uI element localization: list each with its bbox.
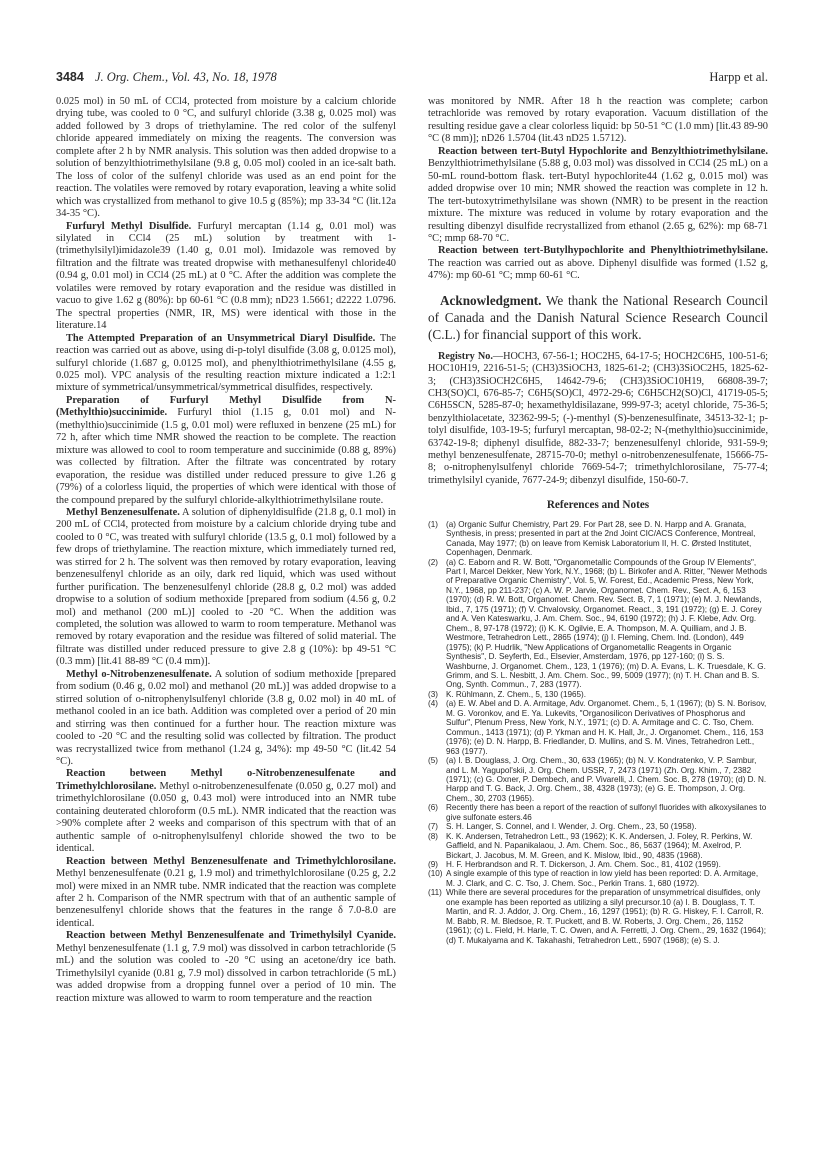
paragraph-text: Methyl benzenesulfenate (0.21 g, 1.9 mol) and trimethylchlorosilane (0.25 g, 2.2 mol) were mixed in an NMR tube. NMR indicated that the reaction was complete after 2 h. Comparison of the NMR spectrum with that of an authentic sample of benzenesulfenyl chloride shows that the features in the range δ 7.0-8.0 are identical. bbox=[56, 868, 396, 929]
reference-text: Recently there has been a report of the reaction of sulfonyl fluorides with alkoxysilanes to give sulfonate esters.46 bbox=[446, 803, 767, 822]
reference-item bbox=[428, 756, 768, 803]
paragraph bbox=[56, 96, 396, 221]
paragraph-text: A solution of sodium methoxide [prepared from sodium (0.46 g, 0.02 mol) and methanol (20 mL)] was added dropwise to a stirred solution of o-nitrophenylsulfenyl chloride (3.8 g, 0.02 mol) in 40 mL of methanol cooled in an ice bath. Addition was completed over a period of 20 min and stirring was then continued for a further hour. The reaction mixture was cooled to -20 °C and the resulting solid was collected by filtration. The product was recrystallized twice from methanol (1.24 g, 34%): mp 49-50 °C (lit.42 54 °C). bbox=[56, 668, 396, 768]
section-heading: Reaction between Methyl Benzenesulfenate and Trimethylsilyl Cyanide. bbox=[66, 930, 396, 942]
running-authors: Harpp et al. bbox=[709, 70, 768, 84]
reference-number: (3) bbox=[428, 689, 438, 699]
paragraph bbox=[56, 669, 396, 769]
paragraph-text: Methyl benzenesulfenate (1.1 g, 7.9 mol) was dissolved in carbon tetrachloride (5 mL) and the solution was cooled to -20 °C using an acetone/dry ice bath. Trimethylsilyl cyanide (0.81 g, 7.9 mol) dissolved in carbon tetrachloride (5 mL) was added dropwise from a dropping funnel over a period of 10 min. The reaction mixture was allowed to warm to room temperature and the reaction bbox=[56, 942, 396, 1004]
header-left bbox=[56, 70, 277, 85]
paragraph-text: Benzylthiotrimethylsilane (5.88 g, 0.03 mol) was dissolved in CCl4 (25 mL) on a 50-mL round-bottom flask. tert-Butyl hypochlorite44 (1.62 g, 0.015 mol) was added dropwise over 10 min; NMR showed the reaction was complete in 12 h. The tert-butoxytrimethylsilane was shown (NMR) to be present in the reaction mixture. The mixture was reduced in volume by rotary evaporation and the resulting dibenzyl disulfide recrystallized from ethanol (2.65 g, 62%): mp 68-71 °C; mmp 68-70 °C. bbox=[428, 158, 768, 244]
reference-item bbox=[428, 860, 768, 869]
paragraph bbox=[56, 221, 396, 333]
paragraph-text: was monitored by NMR. After 18 h the reaction was complete; carbon tetrachloride was removed by rotary evaporation. Vacuum distillation of the resulting residue gave a clear colorless liquid: bp 50-51 °C (1.0 mm) [lit.43 89-90 °C (8 mm)]; nD26 1.5704 (lit.43 nD25 1.5712). bbox=[428, 96, 768, 145]
reference-text: S. H. Langer, S. Connel, and I. Wender, J. Org. Chem., 23, 50 (1958). bbox=[446, 822, 697, 832]
section-heading: Reaction between Methyl o-Nitrobenzenesulfenate and Trimethylchlorosilane. bbox=[56, 768, 396, 792]
reference-item bbox=[428, 520, 768, 558]
reference-number: (9) bbox=[428, 860, 438, 870]
registry-heading: Registry No. bbox=[438, 350, 493, 362]
paragraph-text: Methyl o-nitrobenzenesulfenate (0.050 g, 0.27 mol) and trimethylchlorosilane (0.050 g, 0.43 mol) were introduced into an NMR tube containing deuterated chloroform (0.5 mL). NMR indicated that the reaction was >90% complete after 2 weeks and comparison of this spectrum with that of an authentic sample of o-nitrophenylsulfenyl chloride showed the two to be identical. bbox=[56, 780, 396, 855]
reference-number: (2) bbox=[428, 557, 438, 567]
paragraph-text: Furfuryl mercaptan (1.14 g, 0.01 mol) was silylated in CCl4 (25 mL) solution by treatment with 1-(trimethylsilyl)imidazole39 (1.40 g, 0.01 mol). Imidazole was removed by filtration and the filtrate was treated dropwise with methanesulfenyl chloride40 (0.94 g, 0.01 mol) in CCl4 (25 mL) at 0 °C. After the addition was complete the volatiles were removed by rotary evaporation and the residue was distilled in vacuo to give 1.62 g (80%): bp 60-61 °C (0.8 mm); nD23 1.5661; d2222 1.0796. The spectral properties (NMR, IR, MS) were identical with those in the literature.14 bbox=[56, 220, 396, 332]
paragraph bbox=[56, 333, 396, 395]
reference-number: (7) bbox=[428, 822, 438, 832]
reference-item bbox=[428, 699, 768, 756]
right-paragraphs bbox=[428, 96, 768, 283]
reference-number: (8) bbox=[428, 831, 438, 841]
acknowledgment-text: We thank the National Research Council of Canada and the Danish Natural Science Research Council (C.L.) for financial support of this work. bbox=[428, 292, 768, 342]
section-heading: Methyl Benzenesulfenate. bbox=[66, 506, 180, 518]
reference-number: (1) bbox=[428, 519, 438, 529]
paragraph bbox=[56, 395, 396, 507]
reference-item bbox=[428, 803, 768, 822]
reference-text: (a) Organic Sulfur Chemistry, Part 29. For Part 28, see D. N. Harpp and A. Granata, Synthesis, in press; presented in part at the 2nd Joint CIC/ACS Conference, Montreal, Canada, May 1977; (b) on leave from Kemisk Laboratorium II, H. C. Ørsted Institutet, Copenhagen, Denmark. bbox=[446, 519, 756, 558]
paragraph-text: The reaction was carried out as above. Diphenyl disulfide was formed (1.52 g, 47%): mp 60-61 °C; mmp 60-61 °C. bbox=[428, 257, 768, 282]
section-heading: Reaction between tert-Butylhypochlorite and Phenylthiotrimethylsilane. bbox=[438, 245, 768, 257]
reference-number: (10) bbox=[428, 869, 443, 879]
reference-text: (a) E. W. Abel and D. A. Armitage, Adv. Organomet. Chem., 5, 1 (1967); (b) S. N. Borisov, M. G. Voronkov, and E. Ya. Lukevits, "Organosilicon Derivatives of Phosphorus and Sulfur", Plenum Press, New York, N.Y., 1971; (c) D. A. Armitage and C. C. Tso, Chem. Commun., 1413 (1971); (d) P. Ykman and H. K. Hall, Jr., J. Organomet. Chem., 116, 153 (1976); (e) D. N. Harpp, B. Friedlander, D. Mullins, and S. M. Vines, Tetrahedron Lett., 963 (1977). bbox=[446, 699, 767, 756]
reference-item bbox=[428, 558, 768, 690]
section-heading: The Attempted Preparation of an Unsymmetrical Diaryl Disulfide. bbox=[66, 332, 376, 344]
references-list bbox=[428, 520, 768, 945]
paragraph-text: The reaction was carried out as above, using di-p-tolyl disulfide (3.08 g, 0.0125 mol), sulfuryl chloride (1.687 g, 0.0125 mol), and phenylthiotrimethylsilane (4.55 g, 0.025 mol). VPC analysis of the resulting reaction mixture indicated a 1:2:1 mixture of symmetrical/unsymmetrical/symmetrical disulfides, respectively. bbox=[56, 332, 396, 394]
acknowledgment-heading: Acknowledgment. bbox=[440, 292, 542, 308]
right-column bbox=[428, 96, 768, 1136]
reference-text: (a) I. B. Douglass, J. Org. Chem., 30, 633 (1965); (b) N. V. Kondratenko, V. P. Sambur, and L. M. Yagupol'skii, J. Org. Chem. USSR, 7, 2473 (1971) (Zh. Org. Khim., 7, 2382 (1971); (c) G. Oxner, P. Dembech, and P. Vivarelli, J. Chem. Soc. B, 278 (1970); (d) D. N. Harpp and T. G. Back, J. Org. Chem., 38, 4328 (1973); (e) G. E. Thompson, J. Org. Chem., 30, 2703 (1965). bbox=[446, 756, 767, 803]
paragraph-text: A solution of diphenyldisulfide (21.8 g, 0.1 mol) in 200 mL of CCl4, protected from moisture by a calcium chloride drying tube and cooled to 0 °C, was treated with sulfuryl chloride (13.5 g, 0.1 mol) followed by a few drops of triethylamine. The reaction mixture, which immediately turned red, was stirred for 2 h. The solvent was then removed by rotary evaporation, leaving benzenesulfenyl chloride as an oily, dark red liquid, which was used without further purification. The benzenesulfenyl chloride (28.8 g, 0.2 mol) was added dropwise to a solution of sodium methoxide [prepared from sodium (4.56 g, 0.2 mol) and methanol (200 mL)] cooled to -20 °C. When the addition was completed, the solution was allowed to warm to room temperature. Methanol was removed by rotary evaporation and the residue was filtered of solid material. The filtrate was distilled under reduced pressure to give 2.8 g (10%): bp 49-51 °C (0.3 mm) [lit.41 88-89 °C (0.4 mm)]. bbox=[56, 506, 396, 668]
section-heading: Methyl o-Nitrobenzenesulfenate. bbox=[66, 668, 212, 680]
paragraph bbox=[56, 768, 396, 855]
reference-text: K. K. Andersen, Tetrahedron Lett., 93 (1962); K. K. Andersen, J. Foley, R. Perkins, W. Gaffield, and N. Papanikalaou, J. Am. Chem. Soc., 86, 5637 (1964); M. Axelrod, P. Bickart, J. Jacobus, M. M. Green, and K. Mislow, Ibid., 90, 4835 (1968). bbox=[446, 831, 753, 860]
acknowledgment bbox=[428, 292, 768, 343]
section-heading: Reaction between Methyl Benzenesulfenate and Trimethylchlorosilane. bbox=[66, 855, 396, 867]
references-title: References and Notes bbox=[546, 499, 650, 512]
paragraph bbox=[428, 146, 768, 246]
paragraph bbox=[428, 96, 768, 146]
running-header bbox=[56, 70, 768, 90]
reference-item bbox=[428, 869, 768, 888]
reference-text: (a) C. Eaborn and R. W. Bott, "Organometallic Compounds of the Group IV Elements", Part I, Marcel Dekker, New York, N.Y., 1968; (b) L. Birkofer and A. Ritter, "Newer Methods of Preparative Organic Chemistry", Vol. 5, W. Forest, Ed., Academic Press, New York, N.Y., 1968, pp 211-237; (c) A. W. P. Jarvie, Organomet. Chem. Rev., Sect. A, 6, 153 (1970); (d) R. W. Bott, Organomet. Chem. Rev. Sect. B, 7, 1 (1971); (e) M. J. Newlands, Ibid., 7, 175 (1971); (f) V. Chvalovsky, Organomet. React., 3, 191 (1972); (g) E. J. Corey and A. Ven Kateswarku, J. Am. Chem. Soc., 94, 6190 (1972); (h) J. F. Klebe, Adv. Org. Chem., 8, 97-178 (1972); (i) K. K. Ogilvie, E. A. Thompson, M. A. Quilliam, and J. B. Westmore, Tetrahedron Lett., 2865 (1974); (j) I. Fleming, Chem. Ind. (London), 449 (1975); (k) P. Hudrlik, "New Applications of Organometallic Reagents in Organic Synthesis", D. Seyferth, Ed., Elsevier, Amsterdam, 1976, pp 127-160; (l) S. S. Washburne, J. Organomet. Chem., 123, 1 (1976); (m) D. A. Evans, L. K. Truesdale, K. G. Grimm, and S. L. Nesbitt, J. Am. Chem. Soc., 99, 5009 (1977); (n) T. H. Chan and B. S. Ong, Synth. Commun., 7, 283 (1977). bbox=[446, 557, 768, 690]
journal-citation: J. Org. Chem., Vol. 43, No. 18, 1978 bbox=[94, 70, 277, 84]
reference-number: (5) bbox=[428, 756, 438, 766]
section-heading: Preparation of Furfuryl Methyl Disulfide from N-(Methylthio)succinimide. bbox=[56, 394, 396, 419]
reference-number: (6) bbox=[428, 803, 438, 813]
paragraph bbox=[56, 930, 396, 1005]
page-number: 3484 bbox=[56, 70, 84, 84]
reference-text: A single example of this type of reaction in low yield has been reported: D. A. Armitage, M. J. Clark, and C. C. Tso, J. Chem. Soc., Perkin Trans. 1, 680 (1972). bbox=[446, 869, 759, 888]
reference-number: (4) bbox=[428, 699, 438, 709]
reference-item bbox=[428, 822, 768, 831]
paragraph-text: Furfuryl thiol (1.15 g, 0.01 mol) and N-(methylthio)succinimide (1.5 g, 0.01 mol) were refluxed in benzene (25 mL) for 72 h, after which time NMR showed the reaction to be complete. The reaction mixture was allowed to cool to room temperature and succinimide (0.88 g, 89%) was collected by filtration. After the filtrate was concentrated by rotary evaporation, the residue was distilled under reduced pressure to give 1.26 g (79%) of a colorless liquid, the properties of which were identical with those of the compound prepared by the sulfuryl chloride-alkylthiotrimethylsilane route. bbox=[56, 407, 396, 506]
reference-text: K. Rühlmann, Z. Chem., 5, 130 (1965). bbox=[446, 689, 586, 699]
reference-text: H. F. Herbrandson and R. T. Dickerson, J. Am. Chem. Soc., 81, 4102 (1959). bbox=[446, 860, 721, 870]
registry-numbers bbox=[428, 351, 768, 487]
paragraph bbox=[428, 245, 768, 282]
registry-text: —HOCH3, 67-56-1; HOC2H5, 64-17-5; HOCH2C6H5, 100-51-6; HOC10H19, 2216-51-5; (CH3)3SiOCH3, 1825-61-2; (CH3)3SiOC2H5, 1825-62-3; (CH3)3SiOCH2C6H5, 14642-79-6; (CH3)3SiOC10H19, 66808-39-7; CH3(SO)Cl, 676-85-7; C6H5(SO)Cl, 4972-29-6; C6H5CH2(SO)Cl, 41719-05-5; C6H5SCN, 5285-87-0; hexamethyldisilazane, 999-97-3; acetyl chloride, 75-36-5; benzylthiolacetate, 32362-99-5; (-)-menthyl (S)-benzenesulfinate, 34513-32-1; p-tolyl disulfide, 103-19-5; furfuryl mercaptan, 98-02-2; N-(methylthio)succinimide, 63742-19-8; diphenyl disulfide, 882-33-7; benzenesulfenyl chloride, 931-59-9; methyl benzenesulfenate, 28715-70-0; methyl o-nitrobenzenesulfenate, 15666-75-8; o-nitrophenylsulfenyl chloride 7669-54-7; trimethylchlorosilane, 75-77-4; trimethylsilyl cyanide, 7677-24-9; dibenzyl disulfide, 150-60-7. bbox=[428, 350, 768, 486]
reference-item bbox=[428, 690, 768, 699]
paragraph bbox=[56, 507, 396, 669]
reference-item bbox=[428, 832, 768, 860]
paragraph bbox=[56, 856, 396, 931]
section-heading: Furfuryl Methyl Disulfide. bbox=[66, 220, 192, 232]
reference-text: While there are several procedures for the preparation of unsymmetrical disulfides, only one example has been reported as utilizing a silyl precursor.10 (a) I. B. Douglass, T. T. Martin, and R. J. Addor, J. Org. Chem., 16, 1297 (1951); (b) R. G. Hiskey, F. I. Carroll, R. M. Babb, R. M. Bledsoe, R. T. Puckett, and B. W. Roberts, J. Org. Chem., 26, 1152 (1961); (c) L. Field, H. Harle, T. C. Owen, and A. Ferretti, J. Org. Chem., 29, 1632 (1964); (d) T. Mukaiyama and K. Takahashi, Tetrahedron Lett., 5907 (1968); (e) S. J. bbox=[446, 888, 767, 945]
reference-number: (11) bbox=[428, 888, 442, 898]
section-heading: Reaction between tert-Butyl Hypochlorite and Benzylthiotrimethylsilane. bbox=[438, 145, 768, 157]
reference-item bbox=[428, 888, 768, 945]
left-column bbox=[56, 96, 396, 1136]
paragraph-text: 0.025 mol) in 50 mL of CCl4, protected from moisture by a calcium chloride drying tube, was cooled to 0 °C, and sulfuryl chloride (3.38 g, 0.025 mol) was added followed by 3 drops of triethylamine. The red color of the sulfenyl chloride appeared immediately on mixing the reagents. The conversion was complete after 2 h by NMR analysis. This solution was then added dropwise to a solution of benzylthiotrimethylsilane (9.8 g, 0.05 mol) cooled in an ice-salt bath. The loss of color of the sulfenyl chloride was used as an end point for the reaction. The volatiles were removed by rotary evaporation, leaving a white solid which was crystallized from methanol to give 10.5 g (85%); mp 33-34 °C (lit.12a 34-35 °C). bbox=[56, 96, 396, 220]
